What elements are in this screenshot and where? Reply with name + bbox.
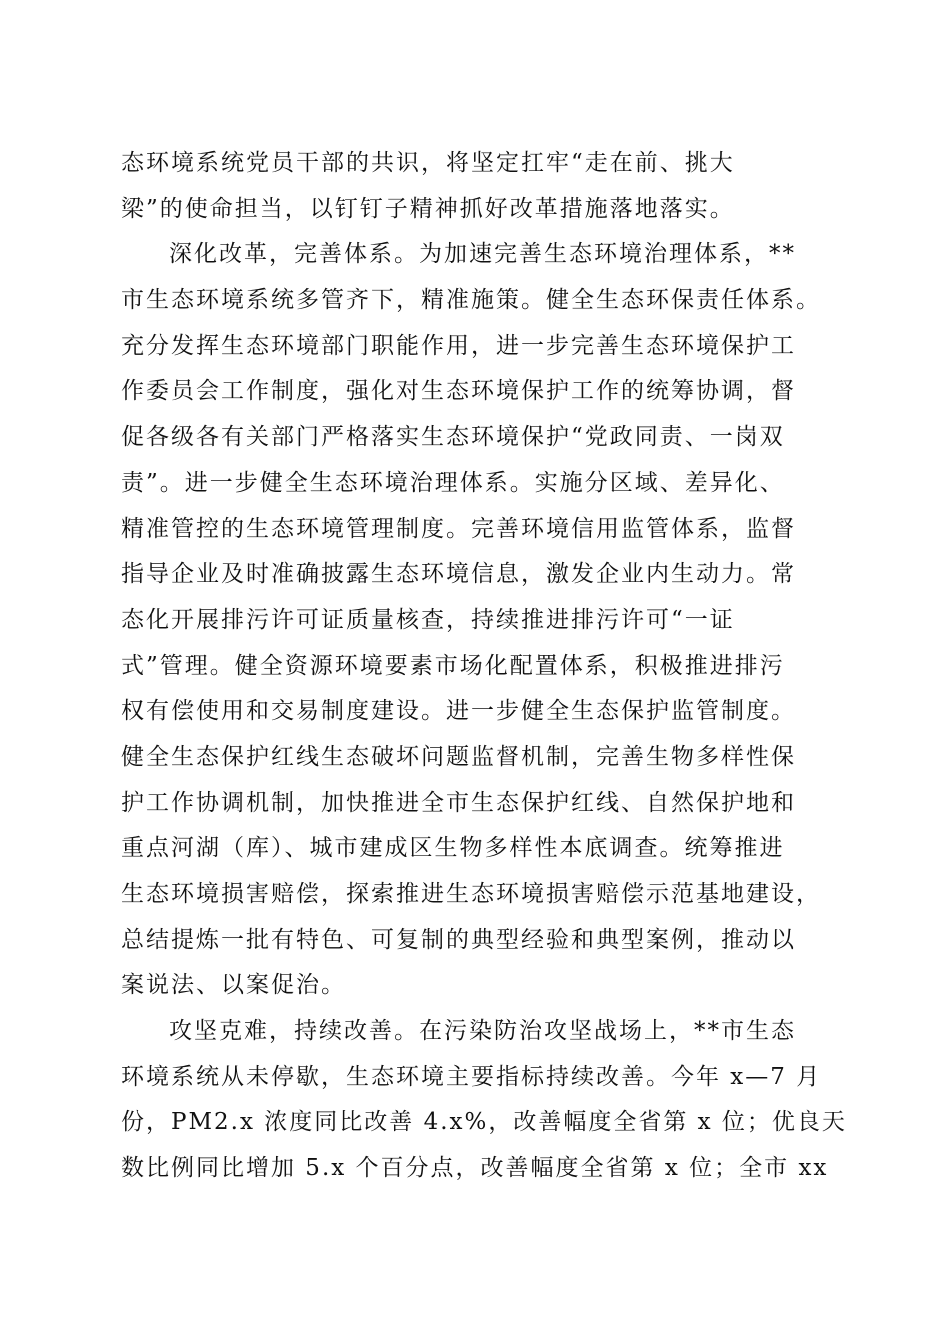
text-line: 健全生态保护红线生态破坏问题监督机制，完善生物多样性保 [121,743,796,770]
text-line: 态化开展排污许可证质量核查，持续推进排污许可“一证 [121,606,735,633]
text-line: 式”管理。健全资源环境要素市场化配置体系，积极推进排污 [121,652,785,679]
paragraph-start-line: 攻坚克难，持续改善。在污染防治攻坚战场上，**市生态 [169,1018,796,1045]
text-line: 份，PM2.x 浓度同比改善 4.x%，改善幅度全省第 x 位；优良天 [121,1109,847,1136]
text-line: 护工作协调机制，加快推进全市生态保护红线、自然保护地和 [121,789,796,816]
document-body [121,141,847,1192]
text-line: 态环境系统党员干部的共识，将坚定扛牢“走在前、挑大 [121,150,735,176]
text-line: 数比例同比增加 5.x 个百分点，改善幅度全省第 x 位；全市 xx [121,1155,829,1182]
text-line: 梁”的使命担当，以钉钉子精神抓好改革措施落地落实。 [121,195,735,222]
text-line: 精准管控的生态环境管理制度。完善环境信用监管体系，监督 [121,515,796,542]
text-line: 权有偿使用和交易制度建设。进一步健全生态保护监管制度。 [121,698,796,725]
paragraph-start-line: 深化改革，完善体系。为加速完善生态环境治理体系，** [169,241,796,268]
text-line: 重点河湖（库）、城市建成区生物多样性本底调查。统筹推进 [121,835,785,862]
text-line: 总结提炼一批有特色、可复制的典型经验和典型案例，推动以 [121,926,796,953]
text-line: 指导企业及时准确披露生态环境信息，激发企业内生动力。常 [121,561,796,588]
text-line: 作委员会工作制度，强化对生态环境保护工作的统筹协调，督 [121,378,796,405]
text-line: 案说法、以案促治。 [121,972,346,999]
text-line: 充分发挥生态环境部门职能作用，进一步完善生态环境保护工 [121,332,796,359]
text-line: 生态环境损害赔偿，探索推进生态环境损害赔偿示范基地建设， [121,881,821,907]
text-line: 促各级各有关部门严格落实生态环境保护“党政同责、一岗双 [121,424,785,451]
text-line: 责”。进一步健全生态环境治理体系。实施分区域、差异化、 [121,469,785,496]
text-line: 环境系统从未停歇，生态环境主要指标持续改善。今年 x—7 月 [121,1063,822,1090]
text-line: 市生态环境系统多管齐下，精准施策。健全生态环保责任体系。 [121,287,821,314]
